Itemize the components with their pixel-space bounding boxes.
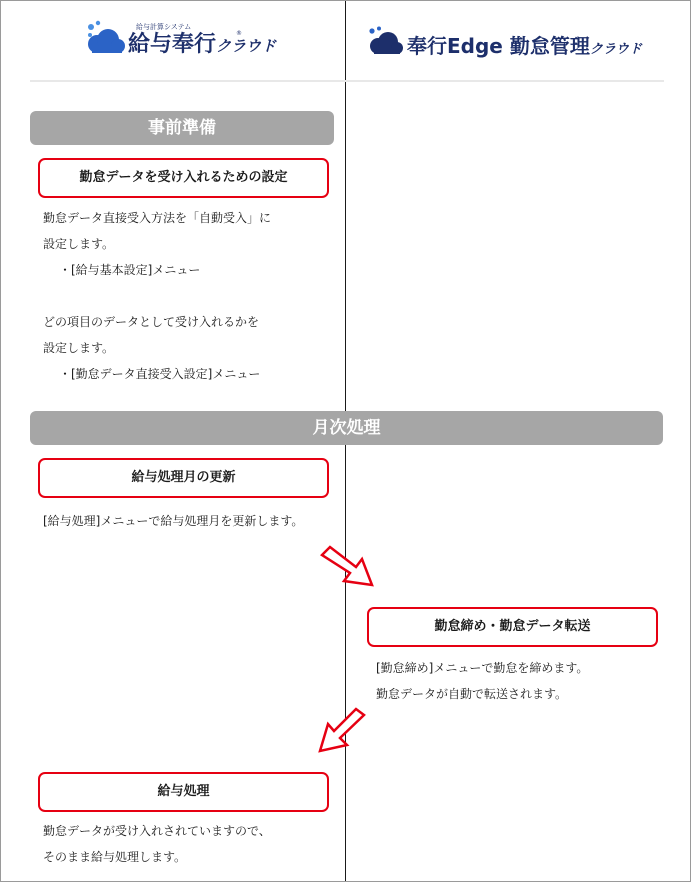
step-description-line: [勤怠締め]メニューで勤怠を締めます。: [376, 661, 589, 675]
menu-reference: ・[給与基本設定]メニュー: [59, 263, 201, 277]
step-description-line: [給与処理]メニューで給与処理月を更新します。: [43, 514, 304, 528]
kyuyo-bugyo-logo: [86, 20, 276, 56]
step-close-transfer: 勤怠締め・勤怠データ転送: [367, 607, 658, 647]
logo-left-small: 給与計算システム: [136, 23, 192, 31]
flow-arrow-down-left-icon: [314, 707, 370, 753]
logo-left-main: [128, 32, 276, 57]
header-separator: [30, 80, 664, 82]
section-monthly-bar: 月次処理: [30, 411, 663, 445]
step-description-line: 勤怠データが自動で転送されます。: [376, 687, 568, 701]
logo-left-main-text: 給与奉行: [128, 32, 217, 57]
section-prep-bar: 事前準備: [30, 111, 334, 145]
bugyo-edge-logo: [368, 26, 642, 56]
step-attendance-settings: 勤怠データを受け入れるための設定: [38, 158, 329, 198]
logo-right-tail: クラウド: [589, 42, 642, 57]
step-update-month: 給与処理月の更新: [38, 458, 329, 498]
step-description-line: 設定します。: [43, 237, 115, 251]
logo-right-main-text: 奉行Edge 勤怠管理: [407, 34, 590, 58]
cloud-mark-icon: [368, 26, 404, 56]
step-description-line: 設定します。: [43, 341, 115, 355]
logo-left-tail: クラウド: [216, 37, 277, 55]
cloud-mark-icon: [86, 20, 126, 56]
step-description-line: そのまま給与処理します。: [43, 850, 187, 864]
flow-arrow-down-right-icon: [318, 543, 378, 589]
menu-reference: ・[勤怠データ直接受入設定]メニュー: [59, 367, 261, 381]
registered-mark: ®: [236, 30, 242, 37]
step-description-line: 勤怠データが受け入れされていますので、: [43, 824, 271, 838]
step-description-line: どの項目のデータとして受け入れるかを: [43, 315, 260, 329]
step-description-line: 勤怠データ直接受入方法を「自動受入」に: [43, 211, 272, 225]
logo-right-main: [407, 36, 642, 56]
step-payroll: 給与処理: [38, 772, 329, 812]
